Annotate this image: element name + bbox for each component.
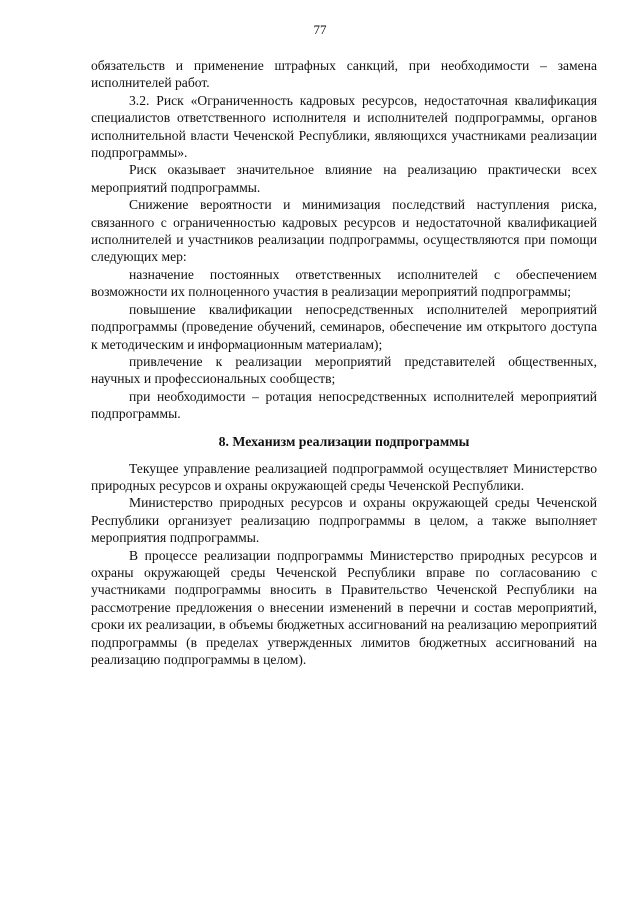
paragraph: обязательств и применение штрафных санкций, при необходимости – замена исполнителей работ. — [91, 58, 597, 91]
section-heading: 8. Механизм реализации подпрограммы — [218, 433, 470, 449]
paragraph: Министерство природных ресурсов и охраны окружающей среды Чеченской Республики организует реализацию подпрограммы в целом, а также выполняет мероприятия подпрограммы. — [91, 495, 597, 546]
list-item: повышение квалификации непосредственных исполнителей мероприятий подпрограммы (проведение обучений, семинаров, обеспечение им открытого доступа к методическим и информационным материалам); — [91, 301, 597, 352]
paragraph: Риск оказывает значительное влияние на реализацию практически всех мероприятий подпрограммы. — [91, 162, 597, 195]
paragraph: 3.2. Риск «Ограниченность кадровых ресурсов, недостаточная квалификация специалистов ответственного исполнителя и исполнителей подпрограммы, органов исполнительной власти Чеченской Республики, являющихся участниками реализации подпрограммы». — [91, 92, 597, 161]
page-number: 77 — [313, 22, 327, 37]
list-item: назначение постоянных ответственных исполнителей с обеспечением возможности их полноценного участия в реализации мероприятий подпрограммы; — [91, 266, 597, 300]
document-body — [91, 57, 597, 668]
list-item: при необходимости – ротация непосредственных исполнителей мероприятий подпрограммы. — [91, 388, 597, 422]
paragraph: Текущее управление реализацией подпрограммой осуществляет Министерство природных ресурсов и охраны окружающей среды Чеченской Республики. — [91, 460, 597, 493]
paragraph: В процессе реализации подпрограммы Министерство природных ресурсов и охраны окружающей среды Чеченской Республики вправе по согласованию с участниками подпрограммы вносить в Правительство Чеченской Республики на рассмотрение предложения о внесении изменений в перечни и состав мероприятий, сроки их реализации, в объемы бюджетных ассигнований на реализацию мероприятий подпрограммы (в пределах утвержденных лимитов бюджетных ассигнований на реализацию подпрограммы в целом). — [91, 547, 597, 667]
paragraph: Снижение вероятности и минимизация последствий наступления риска, связанного с ограниченностью кадровых ресурсов и недостаточной квалификацией исполнителей и участников реализации подпрограммы, осуществляются при помощи следующих мер: — [91, 197, 597, 265]
list-item: привлечение к реализации мероприятий представителей общественных, научных и профессиональных сообществ; — [91, 353, 597, 387]
